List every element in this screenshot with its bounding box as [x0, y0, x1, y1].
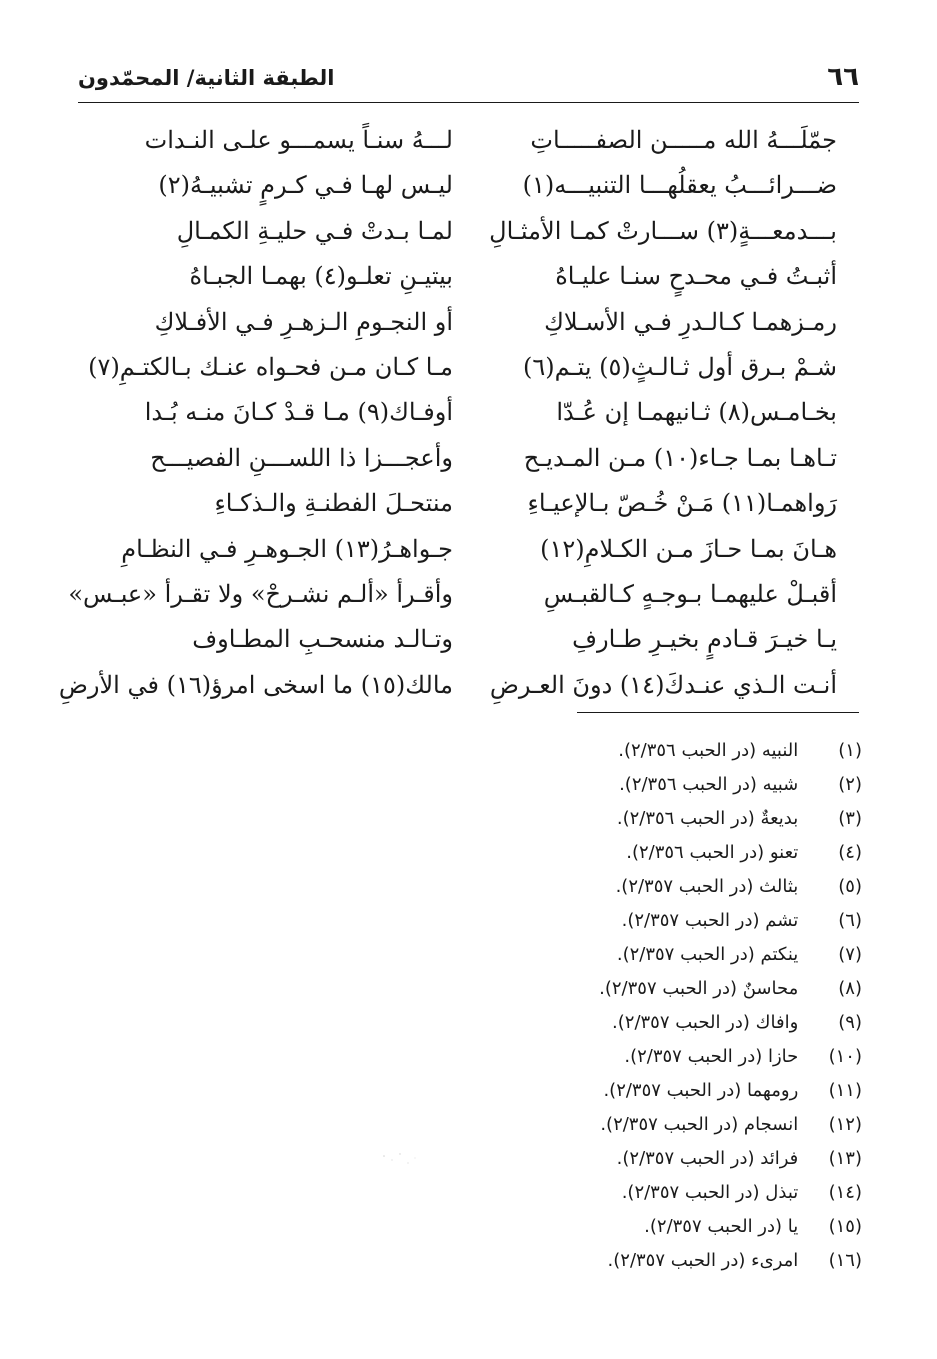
footnote-number: (٥): [838, 876, 862, 897]
first-hemistich: هـانَ بمـا حـازَ مـن الكـلامِ(١٢): [540, 534, 837, 563]
footnote: [362, 1074, 862, 1108]
footnote: [362, 938, 862, 972]
verse-row: [100, 390, 837, 435]
verse-row: [100, 163, 837, 208]
footnote-number: (٦): [838, 910, 862, 931]
poem: [58, 118, 837, 708]
first-hemistich: بـــدمعـــةٍ(٣) ســـارتْ كمـا الأمثـالِ: [489, 216, 837, 245]
footnote-number: (١٦): [828, 1250, 862, 1271]
footnote: [362, 870, 862, 904]
footnote: [362, 904, 862, 938]
footnote: [362, 1142, 862, 1176]
first-hemistich: ضـــرائـــبُ يعقلُهـــا التنبيـــه(١): [522, 171, 837, 200]
second-hemistich: وتـالـد منسحـبِ المطـاوف: [192, 625, 453, 654]
second-hemistich: مـا كـان مـن فحـواه عنـك بـالكتـمِ(٧): [88, 352, 453, 381]
footnote-number: (١٥): [828, 1216, 862, 1237]
footnote-text: بثالث (در الحبب ٢/٣٥٧).: [615, 876, 799, 897]
verse-row: [68, 572, 837, 617]
footnote-text: شبيه (در الحبب ٢/٣٥٦).: [619, 774, 799, 795]
footnote: [362, 1176, 862, 1210]
footnote-text: تشم (در الحبب ٢/٣٥٧).: [621, 910, 799, 931]
first-hemistich: بخـامـس(٨) ثـانيهمـا إن عُـدّا: [556, 398, 837, 427]
second-hemistich: لـــهُ سنـاً يسمـــو علـى النـدات: [144, 126, 453, 154]
first-hemistich: تـاهـا بمـا جـاء(١٠) مـن المـديـح: [523, 443, 837, 472]
footnote: [362, 1040, 862, 1074]
verse-row: [100, 118, 837, 163]
footnote-number: (١٠): [828, 1046, 862, 1067]
second-hemistich: أو النجـومِ الـزهـرِ فـي الأفـلاكِ: [154, 307, 453, 336]
second-hemistich: جـواهـرُ(١٣) الجـوهـرِ فـي النظـامِ: [121, 534, 453, 563]
footnote-number: (١١): [828, 1080, 862, 1101]
footnote-text: بديعةٌ (در الحبب ٢/٣٥٦).: [616, 808, 799, 829]
verse-row: [100, 209, 837, 254]
second-hemistich: وأعجـــزا ذا اللســـنِ الفصيـــح: [150, 443, 453, 472]
first-hemistich: شـمْ بـرق أول ثـالـثٍ(٥) يتـم(٦): [522, 352, 837, 381]
footnote: [362, 1244, 862, 1278]
footnote-text: يا (در الحبب ٢/٣٥٧).: [644, 1216, 799, 1237]
first-hemistich: أقبـلْ عليهمـا بـوجـهٍ كـالقبـسِ: [543, 579, 837, 608]
footnote-number: (١٣): [828, 1148, 862, 1169]
second-hemistich: منتحـلَ الفطنـةِ والـذكـاءِ: [214, 489, 453, 518]
first-hemistich: رمـزهمـا كـالـدرِ فـي الأسـلاكِ: [544, 307, 837, 336]
footnote-text: امرىء (در الحبب ٢/٣٥٧).: [607, 1250, 799, 1271]
footnote-text: ينكتم (در الحبب ٢/٣٥٧).: [616, 944, 799, 965]
verse-row: [100, 254, 837, 299]
footnote: [362, 972, 862, 1006]
footnote-number: (٧): [838, 944, 862, 965]
footnote-text: انسجام (در الحبب ٢/٣٥٧).: [600, 1114, 799, 1135]
footnote: [362, 1210, 862, 1244]
footnote-separator: [577, 712, 859, 713]
footnote-number: (١٤): [828, 1182, 862, 1203]
verse-row: [88, 345, 837, 390]
footnote: [362, 734, 862, 768]
footnote-text: وافاك (در الحبب ٢/٣٥٧).: [612, 1012, 799, 1033]
footnote-number: (١٢): [828, 1114, 862, 1135]
second-hemistich: مالك(١٥) ما اسخى امرؤ(١٦) في الأرضِ: [58, 670, 453, 699]
verse-row: [100, 617, 837, 662]
verse-row: [100, 300, 837, 345]
footnote-text: حازا (در الحبب ٢/٣٥٧).: [624, 1046, 799, 1067]
footnote-number: (٢): [838, 774, 862, 795]
first-hemistich: يـا خيـرَ قـادمٍ بخيـرِ طـارفِ: [572, 625, 837, 654]
footnote-text: النبيه (در الحبب ٢/٣٥٦).: [618, 740, 799, 761]
footnote-number: (٨): [838, 978, 862, 999]
second-hemistich: ليـس لهـا فـي كـرمٍ تشبيـهُ(٢): [158, 171, 453, 200]
footnote: [362, 802, 862, 836]
scan-speckle: [380, 1150, 420, 1170]
first-hemistich: جمّلَـــهُ الله مـــــن الصفـــــاتِ: [530, 126, 837, 154]
first-hemistich: أثبـتُ فـي محـدحٍ سنـا عليـاهُ: [555, 262, 837, 291]
footnote-text: تبذل (در الحبب ٢/٣٥٧).: [621, 1182, 799, 1203]
second-hemistich: وأقـرأ «ألـم نشـرحْ» ولا تقـرأ «عبـس»: [68, 579, 453, 608]
verse-row: [58, 663, 837, 708]
footnote: [362, 1006, 862, 1040]
footnote-text: محاسنٌ (در الحبب ٢/٣٥٧).: [599, 978, 799, 999]
footnote-number: (٤): [838, 842, 862, 863]
footnotes: [362, 734, 862, 1278]
page-number: ٦٦: [827, 62, 859, 92]
second-hemistich: أوفـاك(٩) مـا قـدْ كـانَ منـه بُـدا: [144, 398, 453, 427]
footnote-number: (١): [838, 740, 862, 761]
footnote: [362, 768, 862, 802]
first-hemistich: رَواهمـا(١١) مَـنْ خُـصّ بـالإعيـاءِ: [527, 489, 837, 518]
second-hemistich: بيتيـنِ تعلـو(٤) بهمـا الجبـاهُ: [189, 262, 453, 291]
footnote-text: رومهما (در الحبب ٢/٣٥٧).: [603, 1080, 799, 1101]
footnote-text: تعنو (در الحبب ٢/٣٥٦).: [626, 842, 799, 863]
page-header: [78, 60, 859, 103]
verse-row: [100, 527, 837, 572]
footnote: [362, 1108, 862, 1142]
footnote-number: (٩): [838, 1012, 862, 1033]
verse-row: [100, 436, 837, 481]
verse-row: [100, 481, 837, 526]
footnote: [362, 836, 862, 870]
first-hemistich: أنـت الـذي عنـدكَ(١٤) دونَ العـرضِ: [489, 670, 837, 699]
footnote-text: فرائد (در الحبب ٢/٣٥٧).: [616, 1148, 799, 1169]
running-head: الطبقة الثانية/ المحمّدون: [78, 66, 335, 90]
second-hemistich: لمـا بـدتْ فـي حليـةِ الكمـالِ: [176, 216, 453, 245]
footnote-number: (٣): [838, 808, 862, 829]
